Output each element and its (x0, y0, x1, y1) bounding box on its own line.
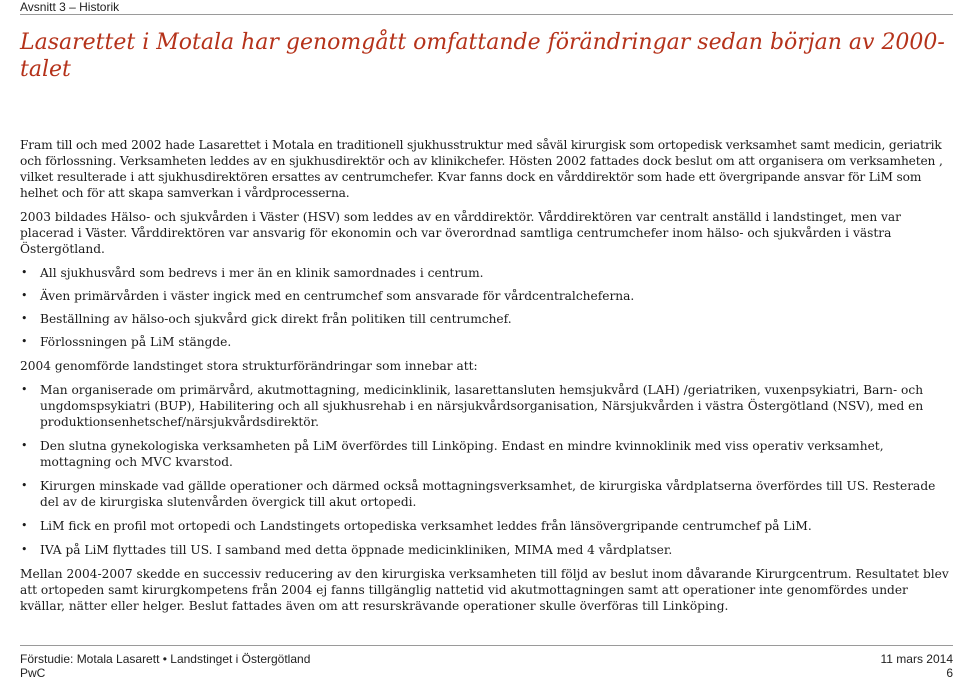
bullet-icon: • (21, 335, 28, 348)
list-item: • Man organiserade om primärvård, akutmottagning, medicinklinik, lasarettansluten hemsjukvård (LAH) /geriatriken, vuxenpsykiatri, Barn- och ungdomspsykiatri (BUP), Habilitering och all sjukhusrehab i en närsjukvårdsorganisation, Närsjukvården i västra Östergötland (NSV), med en produktionsenhetschef/närsjukvårdsdirektör. (21, 383, 924, 429)
paragraph-2004-2007: Mellan 2004-2007 skedde en successiv reducering av den kirurgiska verksamheten till följd av beslut inom dåvarande Kirurgcentrum. Resultatet blev att ortopeden samt kirurgkompetens från 2004 ej fanns tillgänglig nattetid vid akutmottagningen samt att operationer inte genomfördes under kvällar, nätter eller helger. Beslut fattades även om att resurskrävande operationer skulle överföras till Linköping. (20, 567, 949, 613)
footer-divider (20, 645, 953, 646)
paragraph-2004: 2004 genomförde landstinget stora strukturförändringar som innebar att: (20, 359, 478, 373)
list-item: • Kirurgen minskade vad gällde operationer och därmed också mottagningsverksamhet, de kirurgiska vårdplatserna överfördes till US. Resterade del av de kirurgiska slutenvården övergick till akut ortopedi. (21, 479, 936, 509)
footer-company: PwC (20, 666, 46, 680)
paragraph-2003: 2003 bildades Hälso- och sjukvården i Väster (HSV) som leddes av en vårddirektör. Vårddirektören var centralt anställd i landstinget, men var placerad i Väster. Vårddirektören var ansvarig för ekonomin och var överordnad samtliga centrumchefer inom hälso- och sjukvården i västra Östergötland. (20, 210, 902, 256)
list-item: • Även primärvården i väster ingick med en centrumchef som ansvarade för vårdcentralcheferna. (21, 289, 635, 303)
section-label: Avsnitt 3 – Historik (20, 0, 120, 14)
bullet-icon: • (21, 439, 28, 452)
list-item: • Den slutna gynekologiska verksamheten på LiM överfördes till Linköping. Endast en mindre kvinnoklinik med viss operativ verksamhet, mottagning och MVC kvarstod. (21, 439, 884, 469)
bullet-icon: • (21, 289, 28, 302)
header-divider (20, 14, 953, 15)
footer-line-2 (20, 666, 953, 680)
list-item: • Förlossningen på LiM stängde. (21, 335, 232, 349)
bullet-icon: • (21, 543, 28, 556)
bullet-list-2003 (20, 265, 952, 350)
page-number: 6 (946, 666, 953, 680)
footer-line-1 (20, 652, 953, 666)
body-text (20, 137, 952, 622)
bullet-icon: • (21, 519, 28, 532)
page-title: Lasarettet i Motala har genomgått omfattande förändringar sedan början av 2000-talet (20, 30, 945, 82)
list-item: • Beställning av hälso-och sjukvård gick direkt från politiken till centrumchef. (21, 312, 512, 326)
bullet-icon: • (21, 479, 28, 492)
list-item: • LiM fick en profil mot ortopedi och Landstingets ortopediska verksamhet leddes från länsövergripande centrumchef på LiM. (21, 519, 812, 533)
list-item: • All sjukhusvård som bedrevs i mer än en klinik samordnades i centrum. (21, 266, 484, 280)
bullet-list-2004 (20, 382, 952, 558)
footer-document-title: Förstudie: Motala Lasarett • Landstinget i Östergötland (20, 652, 311, 666)
bullet-icon: • (21, 383, 28, 396)
bullet-icon: • (21, 266, 28, 279)
list-item: • IVA på LiM flyttades till US. I samband med detta öppnade medicinkliniken, MIMA med 4 vårdplatser. (21, 543, 673, 557)
paragraph-intro: Fram till och med 2002 hade Lasarettet i Motala en traditionell sjukhusstruktur med såväl kirurgisk som ortopedisk verksamhet samt medicin, geriatrik och förlossning. Verksamheten leddes av en sjukhusdirektör och av klinikchefer. Hösten 2002 fattades dock beslut om att organisera om verksamheten , vilket resulterade i att sjukhusdirektören ersattes av centrumchefer. Kvar fanns dock en vårddirektör som hade ett övergripande ansvar för LiM som helhet och för att skapa samverkan i vårdprocesserna. (20, 138, 943, 200)
bullet-icon: • (21, 312, 28, 325)
footer-date: 11 mars 2014 (880, 652, 953, 666)
